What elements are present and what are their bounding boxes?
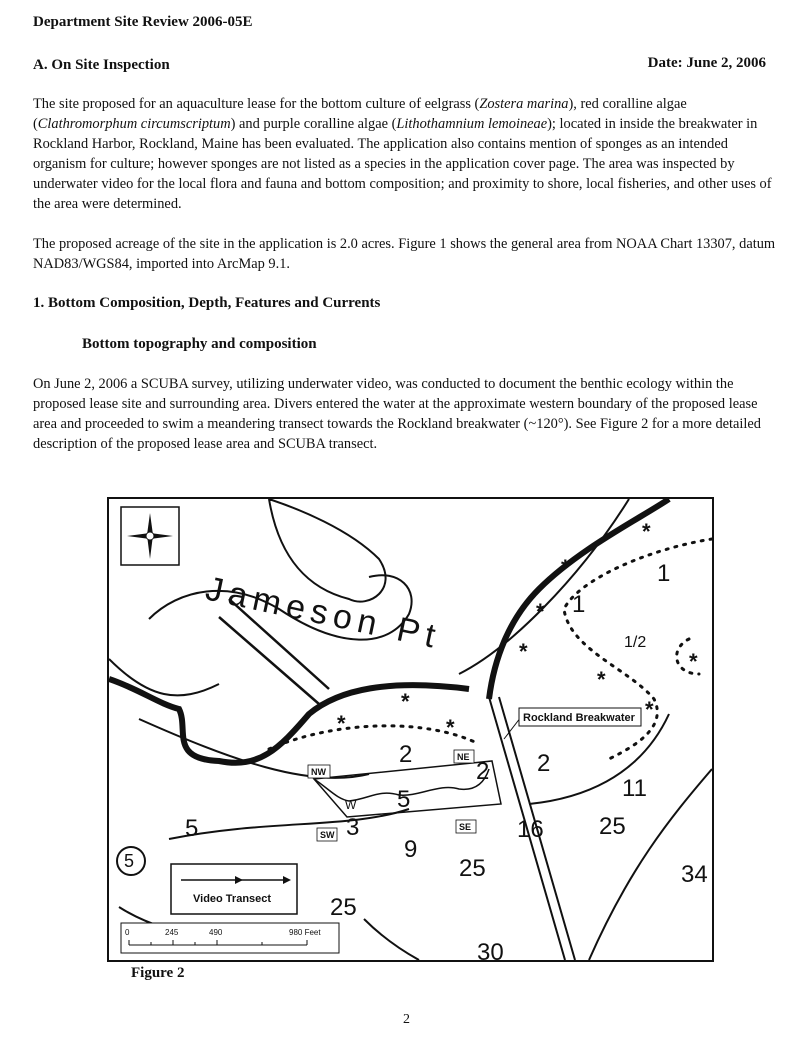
corner-label-nw: NW <box>311 767 326 777</box>
depth-label: 9 <box>404 836 418 863</box>
intro-paragraph: The site proposed for an aquaculture lease for the bottom culture of eelgrass (Zostera marina), red coralline algae (Clathromorphum circumscriptum) and purple coralline algae (Lithothamnium lemoineae); located in inside the breakwater in Rockland Harbor, Rockland, Maine has been evaluated. The application also contains mention of sponges as an intended organism for culture; however sponges are not listed as a species in the application cover page. The area was inspected by underwater video for the local flora and fauna and bottom composition; and proximity to shore, local fisheries, and other uses of the area were determined. <box>33 96 772 212</box>
scale-bar <box>121 923 339 953</box>
subsection-heading: 1. Bottom Composition, Depth, Features and Currents <box>33 295 381 311</box>
depth-label: 2 <box>476 758 490 785</box>
scale-tick: 490 <box>209 928 223 937</box>
figure-caption: Figure 2 <box>131 965 185 981</box>
document-title: Department Site Review 2006-05E <box>33 14 253 30</box>
depth-label: 5 <box>185 815 199 842</box>
transect-legend <box>171 864 297 914</box>
page-number: 2 <box>403 1012 410 1027</box>
svg-text:*: * <box>597 667 606 692</box>
depth-label: 5 <box>124 851 135 871</box>
depth-label: 1 <box>657 560 671 587</box>
depth-label: 25 <box>599 813 626 840</box>
corner-label-se: SE <box>459 822 472 832</box>
svg-text:*: * <box>337 711 346 736</box>
survey-paragraph: On June 2, 2006 a SCUBA survey, utilizing underwater video, was conducted to document the benthic ecology within the proposed lease site and surrounding area. Divers entered the water at the approximate western boundary of the proposed lease area and proceeded to swim a meandering transect towards the Rockland breakwater (~120°). See Figure 2 for a more detailed description of the proposed lease area and SCUBA transect. <box>33 376 761 452</box>
inspection-date: Date: June 2, 2006 <box>647 55 766 71</box>
depth-label: 5 <box>397 786 411 813</box>
depth-label: 34 <box>681 861 708 888</box>
depth-label: 2 <box>537 750 551 777</box>
corner-label-sw: SW <box>320 830 335 840</box>
depth-label: 1 <box>572 591 586 618</box>
figure-2-map <box>107 497 714 962</box>
svg-text:*: * <box>642 519 651 544</box>
depth-label: 25 <box>459 855 486 882</box>
depth-label: 2 <box>399 741 413 768</box>
depth-label: 3 <box>346 814 360 841</box>
scale-tick: 0 <box>125 928 130 937</box>
svg-text:*: * <box>645 697 654 722</box>
svg-text:*: * <box>536 599 545 624</box>
depth-label: 30 <box>477 939 504 960</box>
depth-label: W <box>345 798 357 812</box>
acreage-paragraph: The proposed acreage of the site in the application is 2.0 acres. Figure 1 shows the general area from NOAA Chart 13307, datum NAD83/WGS84, imported into ArcMap 9.1. <box>33 236 776 272</box>
corner-label-ne: NE <box>457 752 470 762</box>
depth-label: 1/2 <box>624 634 647 651</box>
svg-text:*: * <box>446 715 455 740</box>
section-heading: A. On Site Inspection <box>33 57 170 73</box>
depth-label: 25 <box>330 894 357 921</box>
sub-subsection-heading: Bottom topography and composition <box>82 336 317 352</box>
depth-label: 16 <box>517 816 544 843</box>
scale-tick: 245 <box>165 928 179 937</box>
svg-text:*: * <box>519 639 528 664</box>
compass-rose-icon <box>121 507 179 565</box>
svg-text:*: * <box>561 555 570 580</box>
legend-label: Video Transect <box>193 893 272 905</box>
place-label: Jameson Pt <box>202 569 445 657</box>
depth-label: 11 <box>622 775 647 802</box>
svg-text:*: * <box>401 689 410 714</box>
scale-tick: 980 Feet <box>289 928 321 937</box>
svg-text:*: * <box>689 649 698 674</box>
breakwater-label: Rockland Breakwater <box>523 712 635 724</box>
